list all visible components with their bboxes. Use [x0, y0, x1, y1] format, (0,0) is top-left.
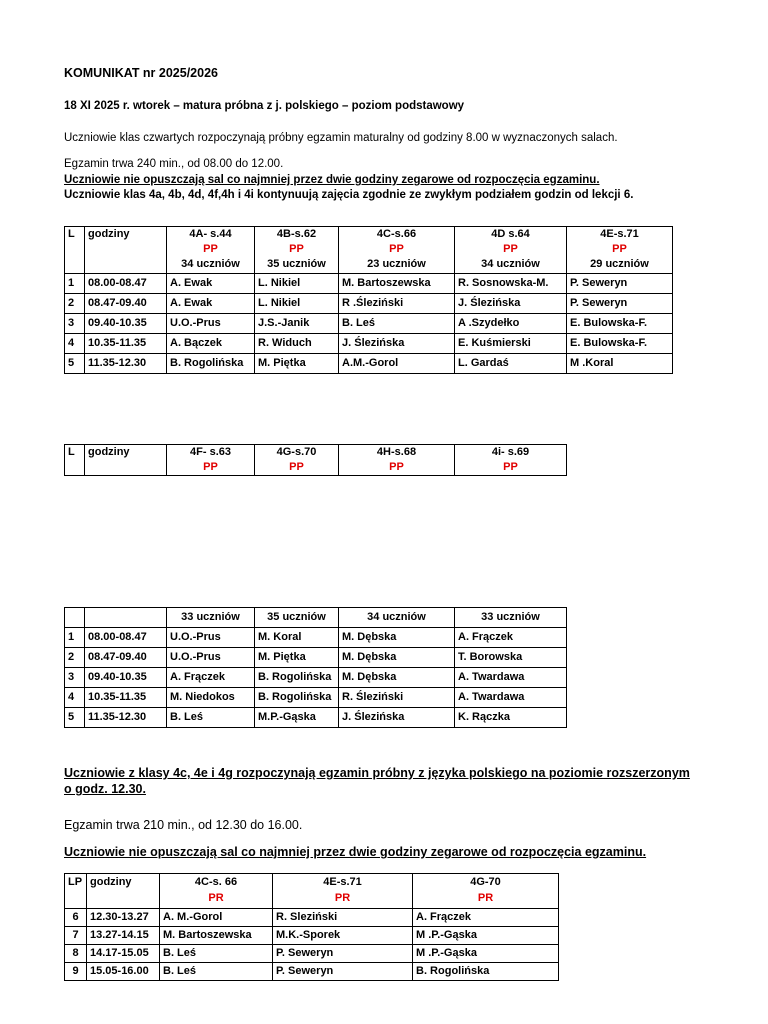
- table-cell: M. Piętka: [255, 648, 339, 668]
- table-cell: M. Koral: [255, 628, 339, 648]
- class-header: [413, 874, 559, 909]
- header-line: 4D s.64: [491, 228, 530, 240]
- header-line: 4B-s.62: [276, 228, 317, 240]
- table-cell: A. Frączek: [167, 668, 255, 688]
- table-cell: 4: [65, 688, 85, 708]
- table-cell: A. Ewak: [167, 274, 255, 294]
- col-hours-header: godziny: [87, 874, 160, 909]
- class-header: [455, 227, 567, 274]
- table-cell: P. Seweryn: [273, 963, 413, 981]
- header-line: PP: [203, 461, 218, 473]
- table-row: [65, 927, 559, 945]
- table-cell: B. Rogolińska: [255, 668, 339, 688]
- header-line: 4C-s. 66: [194, 876, 238, 888]
- table-cell: B. Leś: [167, 708, 255, 728]
- header-line: 4A- s.44: [189, 228, 232, 240]
- table-cell: 11.35-12.30: [85, 354, 167, 374]
- table-cell: B. Rogolińska: [167, 354, 255, 374]
- header-line: 34 uczniów: [181, 258, 240, 270]
- header-line: 4E-s.71: [323, 876, 362, 888]
- table-cell: B. Leś: [160, 963, 273, 981]
- header-line: 4H-s.68: [376, 446, 417, 458]
- table-cell: 12.30-13.27: [87, 909, 160, 927]
- header-line: 4i- s.69: [491, 446, 530, 458]
- document-subtitle: 18 XI 2025 r. wtorek – matura próbna z j. polskiego – poziom podstawowy: [64, 100, 465, 112]
- table-cell: 2: [65, 294, 85, 314]
- table-cell: 6: [65, 909, 87, 927]
- table-cell: M .P.-Gąska: [413, 927, 559, 945]
- table-cell: 33 uczniów: [455, 608, 567, 628]
- table-cell: A. Frączek: [455, 628, 567, 648]
- table-cell: L. Nikiel: [255, 294, 339, 314]
- table-header-row: [65, 227, 673, 274]
- table-cell: B. Rogolińska: [255, 688, 339, 708]
- class-header: [339, 227, 455, 274]
- table-cell: 35 uczniów: [255, 608, 339, 628]
- counts-row: [65, 608, 567, 628]
- table-cell: J. Ślezińska: [339, 334, 455, 354]
- table-cell: L. Gardaś: [455, 354, 567, 374]
- col-l-header: L: [65, 445, 85, 476]
- header-line: 4E-s.71: [600, 228, 639, 240]
- table-cell: M. Dębska: [339, 648, 455, 668]
- table-cell: M. Dębska: [339, 628, 455, 648]
- header-line: PP: [612, 243, 627, 255]
- table-cell: M.K.-Sporek: [273, 927, 413, 945]
- table-cell: 09.40-10.35: [85, 314, 167, 334]
- table-row: [65, 648, 567, 668]
- table-cell: A. Frączek: [413, 909, 559, 927]
- header-line: PR: [477, 892, 494, 904]
- table-cell: 10.35-11.35: [85, 334, 167, 354]
- header-line: 35 uczniów: [267, 258, 326, 270]
- col-l-header: L: [65, 227, 85, 274]
- class-header: [455, 445, 567, 476]
- table-header-row: [65, 874, 559, 909]
- table-cell: K. Rączka: [455, 708, 567, 728]
- table-cell: U.O.-Prus: [167, 628, 255, 648]
- table-cell: 15.05-16.00: [87, 963, 160, 981]
- intro-text: Uczniowie klas czwartych rozpoczynają próbny egzamin maturalny od godziny 8.00 w wyznaczonych salach.: [64, 132, 618, 144]
- table-cell: 1: [65, 274, 85, 294]
- table-cell: 09.40-10.35: [85, 668, 167, 688]
- class-header: [167, 445, 255, 476]
- table-cell: M. Bartoszewska: [160, 927, 273, 945]
- header-line: PR: [208, 892, 224, 904]
- table-cell: 08.47-09.40: [85, 648, 167, 668]
- class-header: [273, 874, 413, 909]
- table-cell: A .Szydełko: [455, 314, 567, 334]
- table-cell: P. Seweryn: [273, 945, 413, 963]
- table-cell: 08.00-08.47: [85, 274, 167, 294]
- table-row: [65, 909, 559, 927]
- class-header: [255, 227, 339, 274]
- table-row: [65, 314, 673, 334]
- header-line: PR: [334, 892, 351, 904]
- table-cell: 5: [65, 708, 85, 728]
- header-line: PP: [289, 461, 304, 473]
- extended-exam-time: o godz. 12.30.: [64, 782, 146, 796]
- class-header: [167, 227, 255, 274]
- table-cell: J. Ślezińska: [339, 708, 455, 728]
- table-cell: E. Bulowska-F.: [567, 334, 673, 354]
- table-cell: M. Dębska: [339, 668, 455, 688]
- table-row: [65, 628, 567, 648]
- header-line: PP: [389, 461, 404, 473]
- header-line: 29 uczniów: [590, 258, 649, 270]
- table-cell: J.S.-Janik: [255, 314, 339, 334]
- table-cell: M .P.-Gąska: [413, 945, 559, 963]
- col-hours-header: godziny: [85, 445, 167, 476]
- table-cell: 3: [65, 314, 85, 334]
- header-line: 23 uczniów: [367, 258, 426, 270]
- schedule-table-1: [64, 226, 673, 374]
- class-header: [255, 445, 339, 476]
- header-line: 34 uczniów: [481, 258, 540, 270]
- duration-text: Egzamin trwa 240 min., od 08.00 do 12.00.: [64, 158, 284, 170]
- table-row: [65, 708, 567, 728]
- table-cell: [65, 608, 85, 628]
- table-cell: 34 uczniów: [339, 608, 455, 628]
- schedule-table-2-header: [64, 444, 567, 476]
- table-row: [65, 334, 673, 354]
- table-cell: J. Ślezińska: [455, 294, 567, 314]
- table-cell: E. Kuśmierski: [455, 334, 567, 354]
- table-cell: 1: [65, 628, 85, 648]
- table-row: [65, 963, 559, 981]
- table-row: [65, 945, 559, 963]
- table-cell: R. Sleziński: [273, 909, 413, 927]
- table-cell: B. Leś: [339, 314, 455, 334]
- header-line: PP: [203, 243, 218, 255]
- header-line: 4G-s.70: [276, 446, 317, 458]
- table-cell: E. Bulowska-F.: [567, 314, 673, 334]
- table-cell: R. Widuch: [255, 334, 339, 354]
- table-cell: A. Ewak: [167, 294, 255, 314]
- table-cell: 2: [65, 648, 85, 668]
- header-line: PP: [289, 243, 304, 255]
- continue-classes-text: Uczniowie klas 4a, 4b, 4d, 4f,4h i 4i kontynuują zajęcia zgodnie ze zwykłym podziałem godzin od lekcji 6.: [64, 189, 634, 201]
- table-cell: U.O.-Prus: [167, 314, 255, 334]
- rule-text-2: Uczniowie nie opuszczają sal co najmniej przez dwie godziny zegarowe od rozpoczęcia egzaminu.: [64, 845, 647, 859]
- header-line: PP: [389, 243, 404, 255]
- table-cell: B. Rogolińska: [413, 963, 559, 981]
- table-cell: A. Twardawa: [455, 688, 567, 708]
- table-cell: M. Niedokos: [167, 688, 255, 708]
- header-line: PP: [503, 243, 518, 255]
- header-line: 4G-70: [470, 876, 501, 888]
- table-row: [65, 668, 567, 688]
- table-cell: 9: [65, 963, 87, 981]
- table-row: [65, 294, 673, 314]
- table-cell: 7: [65, 927, 87, 945]
- header-line: 4C-s.66: [376, 228, 417, 240]
- table-cell: P. Seweryn: [567, 274, 673, 294]
- extended-exam-text: Uczniowie z klasy 4c, 4e i 4g rozpoczynają egzamin próbny z języka polskiego na poziomie rozszerzonym: [64, 766, 690, 780]
- table-cell: A. M.-Gorol: [160, 909, 273, 927]
- table-cell: 3: [65, 668, 85, 688]
- table-cell: 13.27-14.15: [87, 927, 160, 945]
- table-cell: 33 uczniów: [167, 608, 255, 628]
- table-cell: 5: [65, 354, 85, 374]
- table-cell: 10.35-11.35: [85, 688, 167, 708]
- table-cell: 14.17-15.05: [87, 945, 160, 963]
- header-line: PP: [503, 461, 518, 473]
- table-cell: L. Nikiel: [255, 274, 339, 294]
- table-cell: M. Bartoszewska: [339, 274, 455, 294]
- schedule-table-2-body: [64, 607, 567, 728]
- duration-text-2: Egzamin trwa 210 min., od 12.30 do 16.00.: [64, 818, 303, 832]
- table-cell: R. Śleziński: [339, 688, 455, 708]
- table-cell: M .Koral: [567, 354, 673, 374]
- table-cell: A. Twardawa: [455, 668, 567, 688]
- class-header: [160, 874, 273, 909]
- table-cell: 8: [65, 945, 87, 963]
- table-cell: T. Borowska: [455, 648, 567, 668]
- table-cell: 08.47-09.40: [85, 294, 167, 314]
- table-header-row: [65, 445, 567, 476]
- class-header: [339, 445, 455, 476]
- table-row: [65, 688, 567, 708]
- extended-schedule-table: [64, 873, 559, 981]
- table-cell: M.P.-Gąska: [255, 708, 339, 728]
- table-cell: A.M.-Gorol: [339, 354, 455, 374]
- col-hours-header: godziny: [85, 227, 167, 274]
- table-cell: 4: [65, 334, 85, 354]
- table-cell: U.O.-Prus: [167, 648, 255, 668]
- table-cell: B. Leś: [160, 945, 273, 963]
- table-cell: R. Sosnowska-M.: [455, 274, 567, 294]
- table-cell: P. Seweryn: [567, 294, 673, 314]
- table-cell: M. Piętka: [255, 354, 339, 374]
- table-cell: 11.35-12.30: [85, 708, 167, 728]
- table-cell: A. Bączek: [167, 334, 255, 354]
- table-cell: 08.00-08.47: [85, 628, 167, 648]
- header-line: 4F- s.63: [190, 446, 231, 458]
- table-row: [65, 274, 673, 294]
- table-row: [65, 354, 673, 374]
- rule-text: Uczniowie nie opuszczają sal co najmniej przez dwie godziny zegarowe od rozpoczęcia egzaminu.: [64, 174, 600, 186]
- table-cell: R .Śleziński: [339, 294, 455, 314]
- col-lp-header: LP: [65, 874, 87, 909]
- class-header: [567, 227, 673, 274]
- table-cell: [85, 608, 167, 628]
- document-title: KOMUNIKAT nr 2025/2026: [64, 66, 218, 80]
